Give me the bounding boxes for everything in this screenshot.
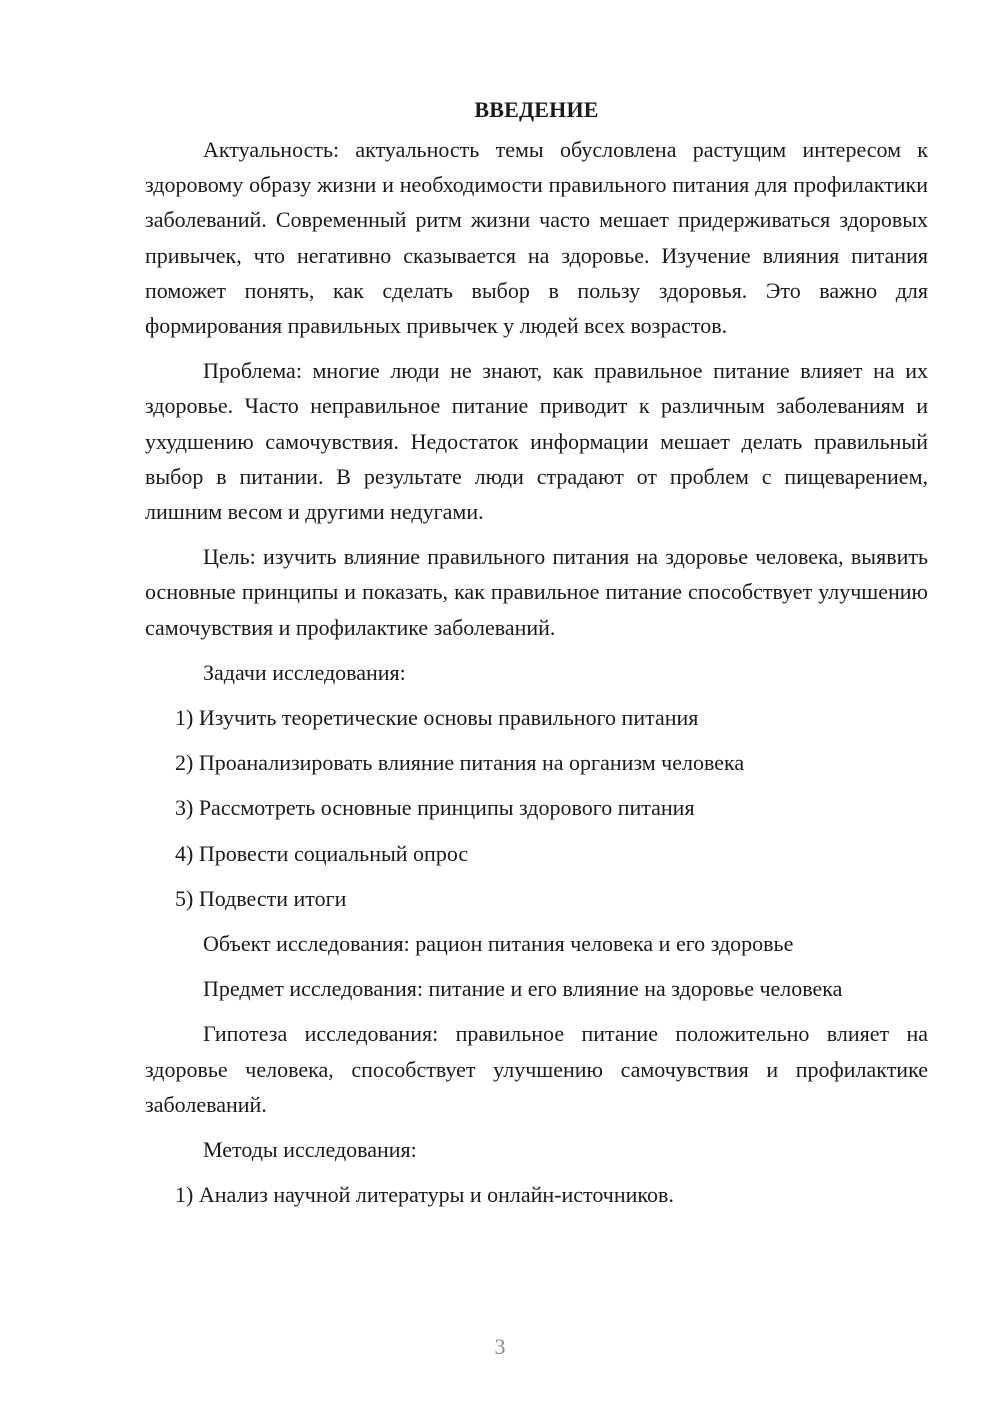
task-item: 3) Рассмотреть основные принципы здорового питания bbox=[175, 795, 695, 821]
relevance-paragraph: Актуальность: актуальность темы обусловлена растущим интересом к здоровому образу жизни и необходимости правильного питания для профилактики заболеваний. Современный ритм жизни часто мешает придерживаться здоровых привычек, что негативно сказывается на здоровье. Изучение влияния питания поможет понять, как сделать выбор в пользу здоровья. Это важно для формирования правильных привычек у людей всех возрастов. bbox=[145, 137, 928, 339]
section-heading: ВВЕДЕНИЕ bbox=[474, 97, 599, 122]
methods-list bbox=[145, 1177, 928, 1212]
task-item: 2) Проанализировать влияние питания на организм человека bbox=[175, 750, 745, 776]
object-line: Объект исследования: рацион питания человека и его здоровье bbox=[203, 931, 794, 957]
subject-line: Предмет исследования: питание и его влияние на здоровье человека bbox=[203, 976, 843, 1002]
page-number: 3 bbox=[494, 1334, 506, 1359]
methods-title: Методы исследования: bbox=[203, 1137, 417, 1163]
task-item: 5) Подвести итоги bbox=[175, 885, 347, 911]
method-item: 1) Анализ научной литературы и онлайн-источников. bbox=[175, 1182, 674, 1208]
problem-paragraph: Проблема: многие люди не знают, как правильное питание влияет на их здоровье. Часто неправильное питание приводит к различным заболеваниям и ухудшению самочувствия. Недостаток информации мешает делать правильный выбор в питании. В результате люди страдают от проблем с пищеварением, лишним весом и другими недугами. bbox=[145, 358, 928, 525]
tasks-title: Задачи исследования: bbox=[203, 659, 406, 685]
task-item: 4) Провести социальный опрос bbox=[175, 840, 469, 866]
tasks-list bbox=[145, 700, 928, 916]
task-item: 1) Изучить теоретические основы правильного питания bbox=[175, 705, 699, 731]
goal-paragraph: Цель: изучить влияние правильного питания на здоровье человека, выявить основные принципы и показать, как правильное питание способствует улучшению самочувствия и профилактике заболеваний. bbox=[145, 544, 928, 640]
document-page bbox=[145, 92, 928, 1222]
hypothesis-paragraph: Гипотеза исследования: правильное питание положительно влияет на здоровье человека, способствует улучшению самочувствия и профилактике заболеваний. bbox=[145, 1021, 928, 1117]
